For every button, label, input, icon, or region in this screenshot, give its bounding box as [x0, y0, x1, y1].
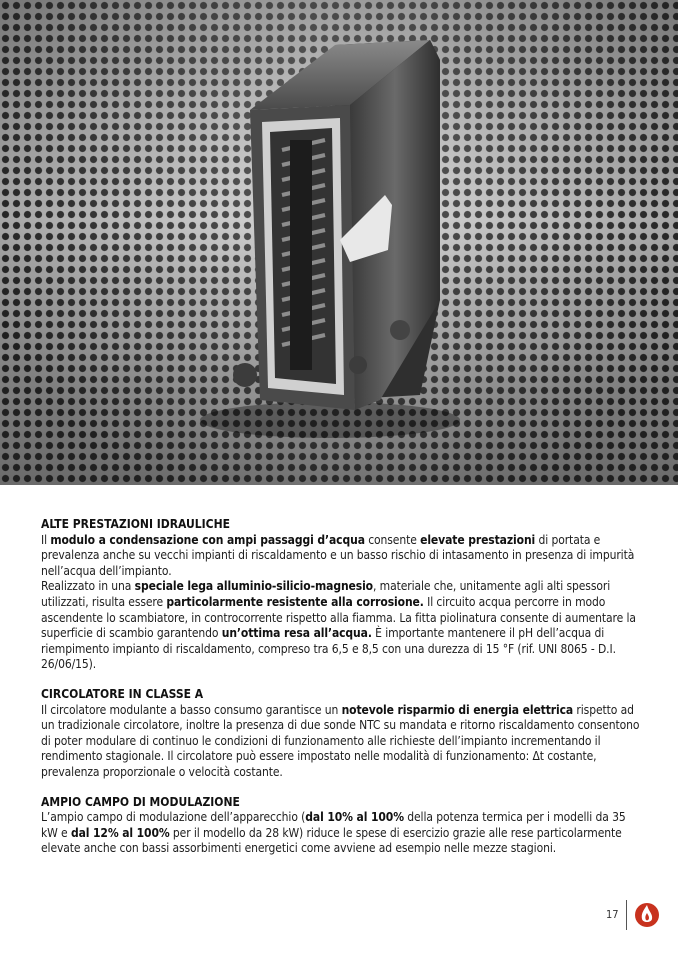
bold-text: modulo a condensazione con ampi passaggi d’acqua: [50, 532, 365, 547]
paragraph: [41, 579, 641, 673]
paragraph: [41, 810, 641, 857]
bold-text: notevole risparmio di energia elettrica: [341, 702, 574, 717]
text-run: Il: [41, 532, 51, 547]
text-run: Il circolatore modulante a basso consumo garantisce un: [41, 702, 342, 717]
section: [41, 795, 641, 857]
text-run: Realizzato in una: [41, 579, 135, 594]
flame-logo-icon: [634, 901, 660, 933]
text-run: È importante mantenere il pH dell’acqua di riempimento impianto di riscaldamento, compreso tra 6,5 e 8,5 con una durezza di 15 °F (rif. UNI 8065 - D.I. 26/06/15).: [41, 626, 616, 672]
page-footer: [598, 898, 678, 932]
section: [41, 687, 641, 781]
paragraph: [41, 533, 641, 580]
text-run: rispetto ad un tradizionale circolatore, inoltre la presenza di due sonde NTC su mandata e ritorno riscaldamento consentono di poter modulare di continuo le condizioni di funzionamento alle richieste dell’impianto incrementando il rendimento stagionale. Il circolatore può essere impostato nelle modalità di funzionamento: Δt costante, prevalenza proporzionale o velocità costante.: [41, 702, 640, 779]
section-title: AMPIO CAMPO DI MODULAZIONE: [41, 794, 240, 809]
bold-text: speciale lega alluminio-silicio-magnesio: [134, 579, 373, 594]
bold-text: dal 12% al 100%: [70, 825, 170, 840]
text-run: per il modello da 28 kW) riduce le spese di esercizio grazie alle rese particolarmente elevate anche con bassi assorbimenti energetici come avviene ad esempio nelle mezze stagioni.: [41, 825, 622, 856]
section-title: ALTE PRESTAZIONI IDRAULICHE: [41, 517, 231, 531]
text-run: L’ampio campo di modulazione dell’apparecchio (: [41, 810, 306, 825]
text-run: , materiale che, unitamente agli alti spessori utilizzati, risulta essere: [41, 579, 611, 609]
paragraph: [41, 703, 641, 781]
section-title: CIRCOLATORE IN CLASSE A: [41, 686, 204, 701]
text-run: Il circuito acqua percorre in modo ascendente lo scambiatore, in controcorrente rispetto alla fiamma. La fitta piolinatura consente di aumentare la superficie di scambio garantendo: [41, 594, 636, 641]
bold-text: particolarmente resistente alla corrosione.: [166, 594, 424, 609]
text-run: di portata e prevalenza anche su vecchi impianti di riscaldamento e un basso rischio di intasamento in presenza di impurità nell’acqua dell’impianto.: [41, 532, 635, 578]
footer-divider: [626, 900, 627, 930]
text-run: della potenza termica per i modelli da 35 kW e: [41, 810, 626, 840]
page-number: 17: [606, 908, 619, 921]
bold-text: un’ottima resa all’acqua.: [221, 626, 372, 641]
bold-text: elevate prestazioni: [420, 532, 536, 547]
body-text: [41, 517, 641, 871]
text-run: consente: [364, 532, 421, 547]
bold-text: dal 10% al 100%: [305, 810, 404, 825]
section: [41, 517, 641, 673]
